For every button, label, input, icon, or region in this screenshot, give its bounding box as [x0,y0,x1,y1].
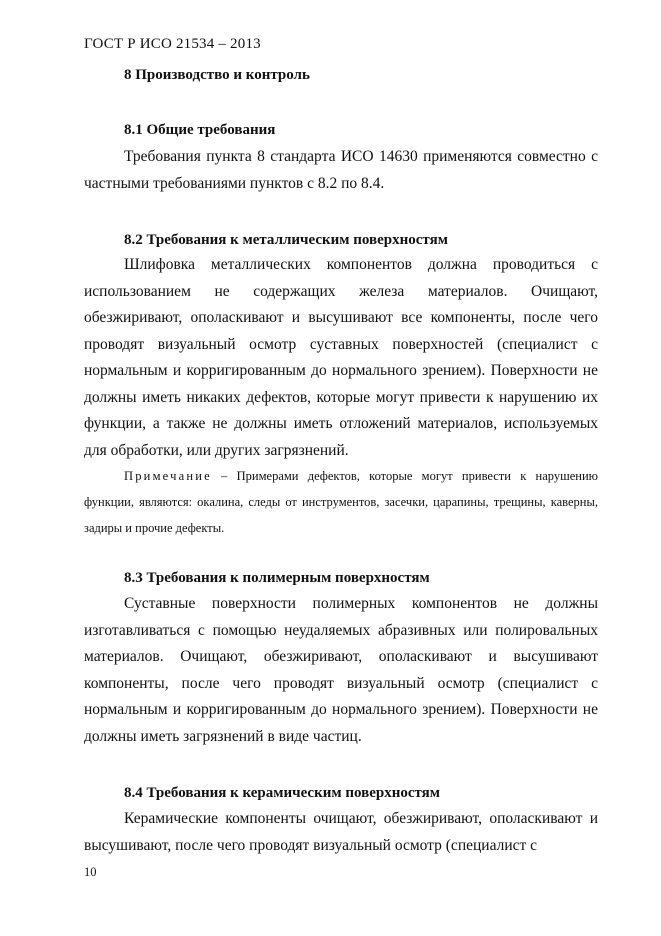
section-title: 8 Производство и контроль [124,67,310,83]
subsection-8-3-title: 8.3 Требования к полимерным поверхностям [124,570,430,586]
note-label: Примечание [124,469,212,483]
subsection-8-4-text: Керамические компоненты очищают, обезжиривают, ополаскивают и высушивают, после чего проводят визуальный осмотр (специалист с [84,810,598,854]
note-text: – Примерами дефектов, которые могут привести к нарушению функции, являются: окалина, следы от инструментов, засечки, царапины, трещины, каверны, задиры и прочие дефекты. [84,469,598,535]
page-number: 10 [84,865,97,879]
subsection-8-4-title: 8.4 Требования к керамическим поверхностям [124,785,441,801]
subsection-8-1-title: 8.1 Общие требования [124,122,276,138]
subsection-8-3-text: Суставные поверхности полимерных компонентов не должны изготавливаться с помощью неудаляемых абразивных или полировальных материалов. Очищают, обезжиривают, ополаскивают и высушивают компоненты, после чего проводят визуальный осмотр (специалист с нормальным и корригированным до нормального зрением). Поверхности не должны иметь загрязнений в виде частиц. [84,595,598,745]
note-paragraph [84,463,598,541]
subsection-8-2-title: 8.2 Требования к металлическим поверхностям [124,232,448,248]
subsection-8-2-text: Шлифовка металлических компонентов должна проводиться с использованием не содержащих железа материалов. Очищают, обезжиривают, ополаскивают и высушивают все компоненты, после чего проводят визуальный осмотр суставных поверхностей (специалист с нормальным и корригированным до нормального зрением). Поверхности не должны иметь никаких дефектов, которые могут привести к нарушению их функции, а также не должны иметь отложений материалов, используемых для обработки, или других загрязнений. [84,256,598,459]
subsection-8-1-text: Требования пункта 8 стандарта ИСО 14630 применяются совместно с частными требованиями пунктов с 8.2 по 8.4. [84,148,598,192]
document-header: ГОСТ Р ИСО 21534 – 2013 [84,36,261,52]
